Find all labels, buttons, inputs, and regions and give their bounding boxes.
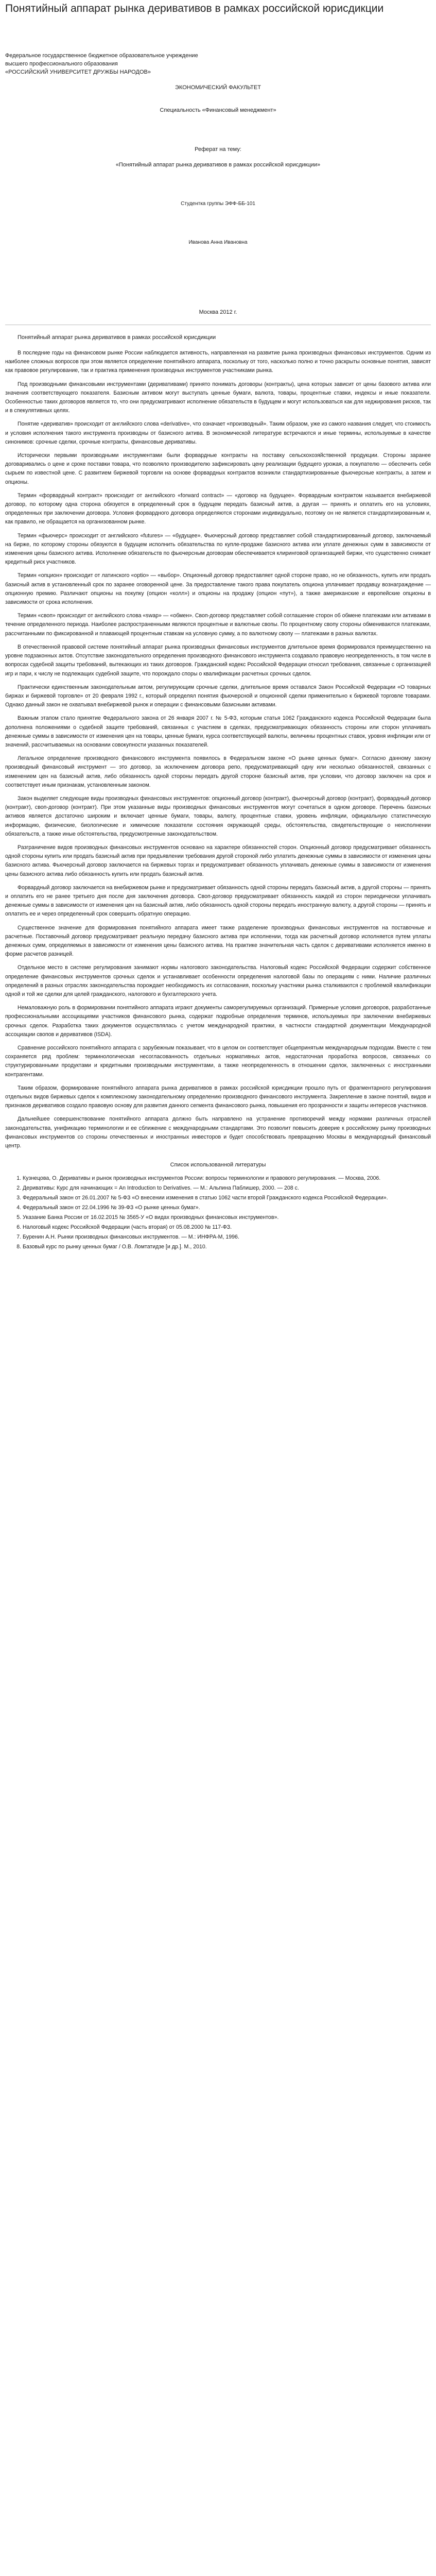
paragraph: Понятие «дериватив» происходит от английского слова «derivative», что означает «производный». Таким образом, уже из самого названия следует, что стоимость и условия исполнения такого инструмента производны от базисного актива. В экономической литературе встречаются и иные термины, используемые в качестве синонимов: срочные сделки, срочные контракты, финансовые деривативы.: [5, 421, 431, 445]
reference-item: 7. Буренин А.Н. Рынки производных финансовых инструментов. — М.: ИНФРА-М, 1996.: [23, 1233, 431, 1242]
paragraph: Сравнение российского понятийного аппарата с зарубежным показывает, что в целом он соответствует общепринятым международным подходам. Вместе с тем сохраняется ряд проблем: терминологическая несогласованность отдельных нормативных актов, недостаточная проработка вопросов, связанных со структурированными продуктами и кредитными производными инструментами, а также неопределенность в отношении сделок, заключенных с иностранными контрагентами.: [5, 1045, 431, 1078]
paragraph: Существенное значение для формирования понятийного аппарата имеет также разделение производных финансовых инструментов на поставочные и расчетные. Поставочный договор предусматривает реальную передачу базисного актива при исполнении, тогда как расчетный договор исполняется путем уплаты денежных сумм, определяемых в зависимости от изменения цены базисного актива. На практике значительная часть сделок с деривативами исполняется именно в форме расчетов разницей.: [5, 924, 431, 958]
paragraph: Практически единственным законодательным актом, регулирующим срочные сделки, длительное время оставался Закон Российской Федерации «О товарных биржах и биржевой торговле» от 20 февраля 1992 г., который определял понятия фьючерсной и опционной сделки применительно к биржевой торговле товарами. Однако данный закон не охватывал внебиржевой рынок и операции с финансовыми базисными активами.: [5, 684, 431, 708]
paragraph: Важным этапом стало принятие Федерального закона от 26 января 2007 г. № 5-ФЗ, которым статья 1062 Гражданского кодекса Российской Федерации была дополнена положениями о судебной защите требований, связанных с участием в сделках, предусматривающих обязанность стороны или сторон уплачивать денежные суммы в зависимости от изменения цен на товары, ценные бумаги, курса соответствующей валюты, величины процентных ставок, уровня инфляции или от значений, рассчитываемых на основании совокупности указанных показателей.: [5, 715, 431, 748]
paragraph: Форвардный договор заключается на внебиржевом рынке и предусматривает обязанность одной стороны передать базисный актив, а другой стороны — принять и оплатить его не ранее третьего дня после дня заключения договора. Своп-договор предусматривает обязанность каждой из сторон периодически уплачивать денежные суммы в зависимости от изменения цен на базисный актив, либо обязанность одной стороны передать иностранную валюту, а другой стороны — принять и оплатить ее и через определенный срок совершить обратную операцию.: [5, 884, 431, 918]
university-name: «РОССИЙСКИЙ УНИВЕРСИТЕТ ДРУЖБЫ НАРОДОВ»: [5, 69, 151, 75]
paragraph: Легальное определение производного финансового инструмента появилось в Федеральном законе «О рынке ценных бумаг». Согласно данному закону производный финансовый инструмент — это договор, за исключением договора репо, предусматривающий одну или несколько обязанностей, связанных с изменением цен на базисный актив, либо обязанность одной стороны передать другой стороне базисный актив, при условии, что договор заключен на срок и соответствует иным признакам, установленным законом.: [5, 755, 431, 788]
city-year: Москва 2012 г.: [199, 309, 237, 315]
paragraph: В отечественной правовой системе понятийный аппарат рынка производных финансовых инструментов длительное время формировался преимущественно на уровне подзаконных актов. Отсутствие законодательного определения производного финансового инструмента создавало правовую неопределенность, в том числе в вопросах судебной защиты требований, вытекающих из таких договоров. Гражданский кодекс Российской Федерации относил требования, связанные с организацией игр и пари, к числу не подлежащих судебной защите, что порождало споры о квалификации расчетных срочных сделок.: [5, 643, 431, 677]
reference-item: 8. Базовый курс по рынку ценных бумаг / О.В. Ломтатидзе [и др.]. М., 2010.: [23, 1243, 431, 1251]
paragraph: Разграничение видов производных финансовых инструментов основано на характере обязанностей сторон. Опционный договор предусматривает обязанность одной стороны купить или продать базисный актив при предъявлении требования другой стороной либо уплатить денежные суммы в зависимости от изменения цены базисного актива. Фьючерсный договор заключается на биржевых торгах и предусматривает обязанность уплачивать денежные суммы в зависимости от изменения цены базисного актива либо обязанность купить или продать базисный актив.: [5, 844, 431, 877]
paragraph: Исторически первыми производными инструментами были форвардные контракты на поставку сельскохозяйственной продукции. Стороны заранее договаривались о цене и сроке поставки товара, что позволяло производителю зафиксировать цену реализации будущего урожая, а покупателю — обеспечить себя сырьем по известной цене. С развитием биржевой торговли на основе форвардных контрактов возникли стандартизированные фьючерсные контракты, а затем и опционы.: [5, 452, 431, 485]
essay-topic: «Понятийный аппарат рынка деривативов в рамках российской юрисдикции»: [115, 162, 321, 168]
faculty-name: ЭКОНОМИЧЕСКИЙ ФАКУЛЬТЕТ: [175, 84, 261, 91]
reference-item: 6. Налоговый кодекс Российской Федерации (часть вторая) от 05.08.2000 № 117-ФЗ.: [23, 1223, 431, 1232]
student-group: Студентка группы ЭФФ-ББ-101: [181, 201, 255, 207]
specialty: Специальность «Финансовый менеджмент»: [160, 107, 276, 113]
essay-label: Реферат на тему:: [195, 146, 241, 152]
paragraph: Термин «фьючерс» происходит от английского «futures» — «будущее». Фьючерсный договор представляет собой стандартизированный договор, заключаемый на бирже, по которому стороны обязуются в будущем исполнить обязательства по купле-продаже базисного актива или уплате денежных сумм в зависимости от изменения цены базисного актива. Исполнение обязательств по фьючерсным договорам обеспечивается клиринговой организацией биржи, что существенно снижает кредитный риск участников.: [5, 532, 431, 566]
title-page-block: [5, 52, 431, 316]
institution-line: высшего профессионального образования: [5, 61, 118, 67]
paragraph: Отдельное место в системе регулирования занимают нормы налогового законодательства. Налоговый кодекс Российской Федерации содержит собственное определение финансовых инструментов срочных сделок и устанавливает особенности определения налоговой базы по операциям с ними. Наличие различных определений в разных отраслях законодательства порождает необходимость их согласования, поскольку участники рынка сталкиваются с проблемой квалификации одной и той же сделки для целей гражданского, налогового и бухгалтерского учета.: [5, 964, 431, 997]
paragraph: Термин «своп» происходит от английского слова «swap» — «обмен». Своп-договор представляет собой соглашение сторон об обмене платежами или активами в течение определенного периода. Наиболее распространенными являются процентные и валютные свопы. По процентному свопу стороны обмениваются платежами, рассчитанными по фиксированной и плавающей процентным ставкам на условную сумму, а по валютному свопу — платежами в разных валютах.: [5, 613, 431, 637]
institution-line: Федеральное государственное бюджетное образовательное учреждение: [5, 53, 198, 59]
paragraph: Таким образом, формирование понятийного аппарата рынка деривативов в рамках российской юрисдикции прошло путь от фрагментарного регулирования отдельных видов биржевых сделок к комплексному законодательному определению производного финансового инструмента. Закрепление в законе понятий, видов и признаков деривативов создало правовую основу для развития данного сегмента финансового рынка, повышения его прозрачности и защиты интересов участников.: [5, 1084, 431, 1109]
paragraph: Под производными финансовыми инструментами (деривативами) принято понимать договоры (контракты), цена которых зависит от цены базового актива или значения соответствующего показателя. Базисным активом могут выступать ценные бумаги, валюта, товары, процентные ставки, индексы и иные показатели. Особенностью таких договоров является то, что они предусматривают исполнение обязательств в будущем и могут использоваться как для хеджирования рисков, так и в спекулятивных целях.: [5, 381, 431, 414]
references-list: [5, 1174, 431, 1251]
reference-item: 2. Деривативы: Курс для начинающих = An Introduction to Derivatives. — М.: Альпина Паблишер, 2000. — 208 с.: [23, 1184, 431, 1193]
paragraph: Термин «форвардный контракт» происходит от английского «forward contract» — «договор на будущее». Форвардным контрактом называется внебиржевой договор, по которому одна сторона обязуется в определенный срок в будущем передать базисный актив, а другая — принять и оплатить его на условиях, определенных при заключении договора. Условия форвардного договора определяются сторонами индивидуально, поэтому он не является стандартизированным и, как правило, не обращается на организованном рынке.: [5, 492, 431, 526]
paragraph: В последние годы на финансовом рынке России наблюдается активность, направленная на развитие рынка производных финансовых инструментов. Одним из наиболее сложных вопросов при этом является определение понятийного аппарата, поскольку от того, насколько полно и точно раскрыты основные понятия, зависят как правовое регулирование, так и практика применения производных инструментов участниками рынка.: [5, 350, 431, 374]
section-heading: Понятийный аппарат рынка деривативов в рамках российской юрисдикции: [18, 334, 216, 341]
reference-item: 1. Кузнецова, О. Деривативы и рынок производных инструментов России: вопросы терминологии и правового регулирования. — Москва, 2006.: [23, 1174, 431, 1183]
reference-item: 4. Федеральный закон от 22.04.1996 № 39-ФЗ «О рынке ценных бумаг».: [23, 1204, 431, 1212]
paragraph: Закон выделяет следующие виды производных финансовых инструментов: опционный договор (контракт), фьючерсный договор (контракт), форвардный договор (контракт), своп-договор (контракт). При этом указанные виды производных финансовых инструментов могут сочетаться в одном договоре. Перечень базисных активов является достаточно широким и включает ценные бумаги, товары, валюту, процентные ставки, уровень инфляции, официальную статистическую информацию, физические, биологические и химические показатели состояния окружающей среды, обстоятельства, свидетельствующие о неисполнении обязательств, а также иные обстоятельства, предусмотренные законодательством.: [5, 795, 431, 837]
essay-body: [5, 349, 431, 1150]
reference-item: 5. Указание Банка России от 16.02.2015 № 3565-У «О видах производных финансовых инструментов».: [23, 1213, 431, 1222]
page-title: Понятийный аппарат рынка деривативов в рамках российской юрисдикции: [5, 3, 384, 14]
paragraph: Дальнейшее совершенствование понятийного аппарата должно быть направлено на устранение противоречий между нормами различных отраслей законодательства, унификацию терминологии и ее сближение с международными стандартами. Это позволит повысить доверие к российскому рынку производных финансовых инструментов со стороны отечественных и иностранных инвесторов и будет способствовать превращению Москвы в международный финансовый центр.: [5, 1116, 431, 1149]
student-name: Иванова Анна Ивановна: [188, 240, 248, 245]
paragraph: Термин «опцион» происходит от латинского «optio» — «выбор». Опционный договор предоставляет одной стороне право, но не обязанность, купить или продать базисный актив в установленный срок по заранее оговоренной цене. За предоставление такого права покупатель опциона уплачивает продавцу вознаграждение — опционную премию. Различают опционы на покупку (опцион «колл») и опционы на продажу (опцион «пут»), а также американские и европейские опционы в зависимости от срока исполнения.: [5, 572, 431, 606]
reference-item: 3. Федеральный закон от 26.01.2007 № 5-ФЗ «О внесении изменения в статью 1062 части второй Гражданского кодекса Российской Федерации».: [23, 1194, 431, 1202]
paragraph: Немаловажную роль в формировании понятийного аппарата играют документы саморегулируемых организаций. Примерные условия договоров, разработанные профессиональными ассоциациями участников финансового рынка, содержат подробные определения терминов, используемых при заключении внебиржевых срочных сделок. Разработка таких документов осуществлялась с учетом международной практики, в частности стандартной документации Международной ассоциации свопов и деривативов (ISDA).: [5, 1005, 431, 1038]
references-heading: Список использованной литературы: [170, 1162, 266, 1168]
